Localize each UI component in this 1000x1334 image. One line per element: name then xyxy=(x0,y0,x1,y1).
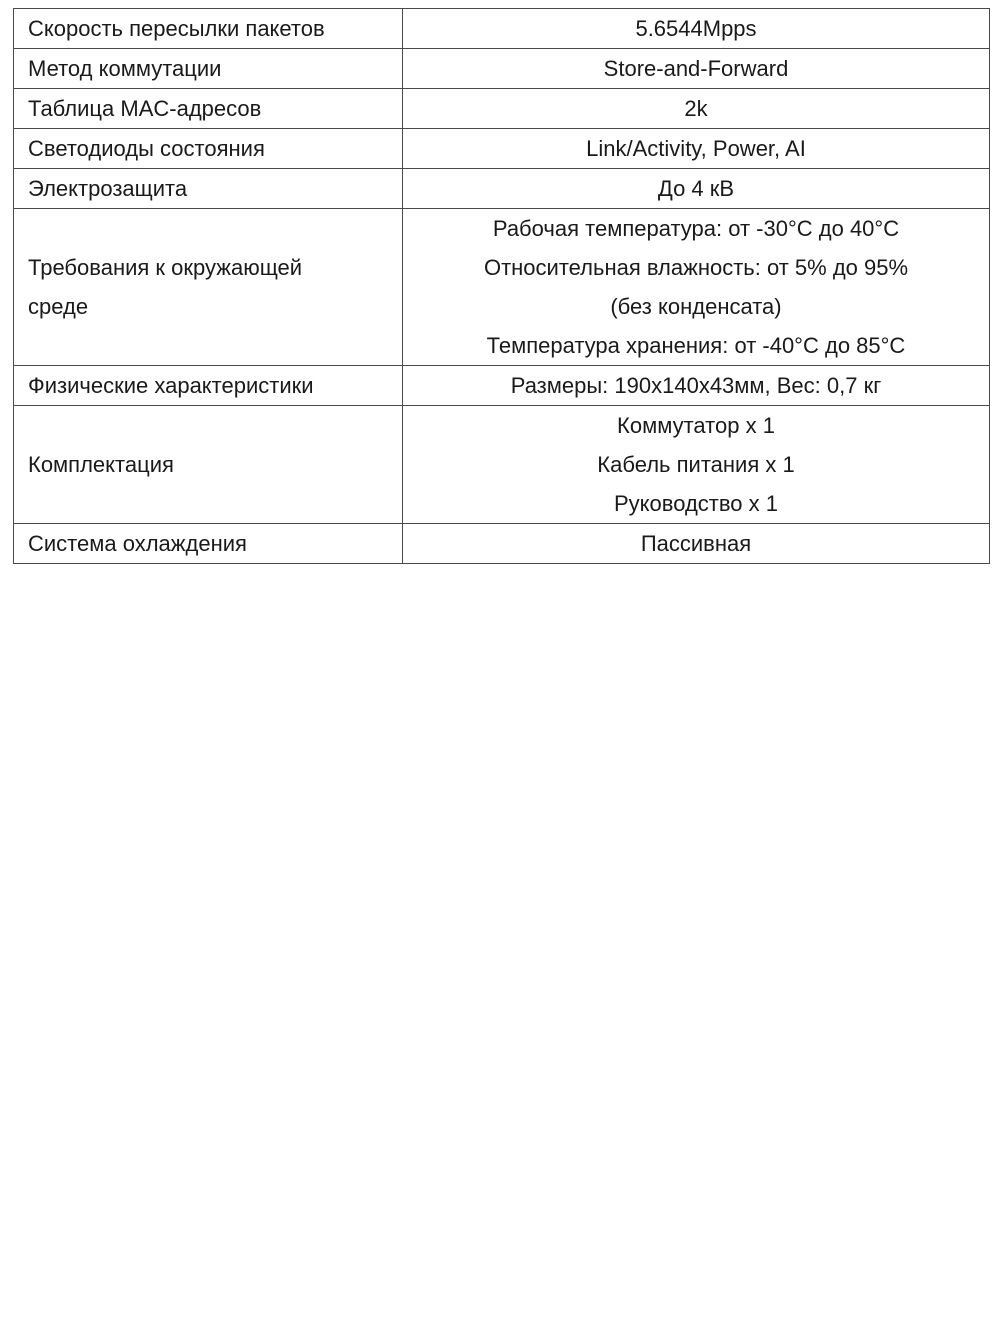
row-label: Требования к окружающей среде xyxy=(14,209,403,366)
row-label: Физические характеристики xyxy=(14,366,403,406)
row-label: Система охлаждения xyxy=(14,524,403,564)
row-value: Коммутатор x 1 Кабель питания x 1 Руководство x 1 xyxy=(403,406,990,524)
table-row xyxy=(14,169,990,209)
row-label: Светодиоды состояния xyxy=(14,129,403,169)
table-row xyxy=(14,209,990,366)
table-row xyxy=(14,406,990,524)
table-row xyxy=(14,129,990,169)
spec-table xyxy=(13,8,990,564)
table-row xyxy=(14,366,990,406)
table-row xyxy=(14,49,990,89)
table-row xyxy=(14,524,990,564)
row-value: Link/Activity, Power, AI xyxy=(403,129,990,169)
row-value: До 4 кВ xyxy=(403,169,990,209)
table-row xyxy=(14,89,990,129)
table-row xyxy=(14,9,990,49)
row-value: Рабочая температура: от -30°C до 40°C Относительная влажность: от 5% до 95% (без конденсата) Температура хранения: от -40°C до 85°C xyxy=(403,209,990,366)
row-label: Электрозащита xyxy=(14,169,403,209)
row-value: 2k xyxy=(403,89,990,129)
row-value: Store-and-Forward xyxy=(403,49,990,89)
row-label: Таблица MAC-адресов xyxy=(14,89,403,129)
row-value: Размеры: 190x140x43мм, Вес: 0,7 кг xyxy=(403,366,990,406)
row-value: 5.6544Mpps xyxy=(403,9,990,49)
row-label: Скорость пересылки пакетов xyxy=(14,9,403,49)
row-label: Комплектация xyxy=(14,406,403,524)
row-label: Метод коммутации xyxy=(14,49,403,89)
row-value: Пассивная xyxy=(403,524,990,564)
